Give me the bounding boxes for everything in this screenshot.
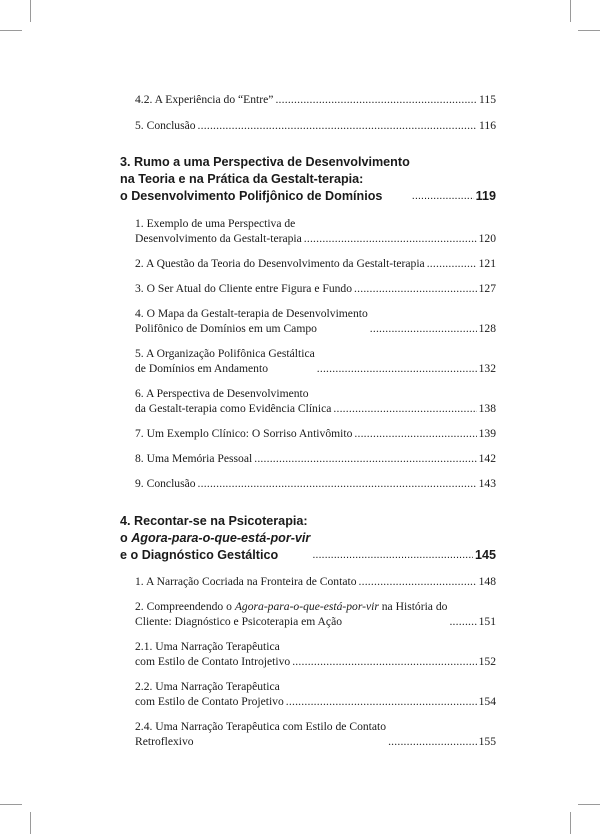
page-number: 142 <box>478 452 496 465</box>
crop-mark <box>30 0 31 22</box>
crop-mark <box>570 812 571 834</box>
toc-entry[interactable]: 2. Compreendendo o Agora-para-o-que-está-por-vir na História do Cliente: Diagnóstico e Psicoterapia em Ação ..... 151 <box>120 599 496 629</box>
toc-entry[interactable]: 8. Uma Memória Pessoal ..... 142 <box>120 451 496 466</box>
toc-entry[interactable]: 4.2. A Experiência do “Entre” ..... 115 <box>120 92 496 107</box>
toc-entry[interactable]: 2.4. Uma Narração Terapêutica com Estilo de Contato Retroflexivo ..... 155 <box>120 719 496 749</box>
page-number: 116 <box>479 119 496 132</box>
page-number: 155 <box>478 735 496 748</box>
toc-entry[interactable]: 7. Um Exemplo Clínico: O Sorriso Antivômito ..... 139 <box>120 426 496 441</box>
page-number: 152 <box>478 655 496 668</box>
toc-entry[interactable]: 2.2. Uma Narração Terapêutica com Estilo de Contato Projetivo ..... 154 <box>120 679 496 709</box>
toc-entry[interactable]: 2. A Questão da Teoria do Desenvolvimento da Gestalt-terapia ..... 121 <box>120 256 496 271</box>
toc-entry[interactable]: 3. O Ser Atual do Cliente entre Figura e Fundo ..... 127 <box>120 281 496 296</box>
toc-entry[interactable]: 2.1. Uma Narração Terapêutica com Estilo de Contato Introjetivo ..... 152 <box>120 639 496 669</box>
toc-entry[interactable]: 9. Conclusão ..... 143 <box>120 476 496 491</box>
page-number: 119 <box>475 189 496 203</box>
page-number: 143 <box>478 477 496 490</box>
page-number: 138 <box>478 402 496 415</box>
page-number: 128 <box>478 322 496 335</box>
crop-mark <box>30 812 31 834</box>
toc-entry[interactable]: 5. A Organização Polifônica Gestáltica de Domínios em Andamento ..... 132 <box>120 346 496 376</box>
crop-mark <box>0 30 22 31</box>
page-number: 148 <box>478 575 496 588</box>
toc-entry[interactable]: 5. Conclusão ..... 116 <box>120 118 496 133</box>
chapter-heading[interactable]: 4. Recontar-se na Psicoterapia: o Agora-para-o-que-está-por-vir e o Diagnóstico Gestáltico ..... 145 <box>120 513 496 564</box>
crop-mark <box>570 0 571 22</box>
chapter-heading[interactable]: 3. Rumo a uma Perspectiva de Desenvolvimento na Teoria e na Prática da Gestalt-terapia: o Desenvolvimento Polifjônico de Domínios ..... 119 <box>120 154 496 205</box>
page-number: 151 <box>478 615 496 628</box>
crop-mark <box>0 804 22 805</box>
page-number: 145 <box>474 548 496 562</box>
toc-entry[interactable]: 1. A Narração Cocriada na Fronteira de Contato ..... 148 <box>120 574 496 589</box>
page-number: 127 <box>478 282 496 295</box>
page-number: 139 <box>478 427 496 440</box>
page-number: 154 <box>478 695 496 708</box>
toc-entry[interactable]: 1. Exemplo de uma Perspectiva de Desenvolvimento da Gestalt-terapia ..... 120 <box>120 216 496 246</box>
crop-mark <box>578 30 600 31</box>
toc-entry[interactable]: 6. A Perspectiva de Desenvolvimento da Gestalt-terapia como Evidência Clínica ..... 138 <box>120 386 496 416</box>
crop-mark <box>578 804 600 805</box>
page-number: 115 <box>479 93 496 106</box>
page-number: 132 <box>478 362 496 375</box>
page-number: 121 <box>478 257 496 270</box>
page-number: 120 <box>478 232 496 245</box>
table-of-contents <box>120 92 496 749</box>
toc-entry[interactable]: 4. O Mapa da Gestalt-terapia de Desenvolvimento Polifônico de Domínios em um Campo ..... 128 <box>120 306 496 336</box>
